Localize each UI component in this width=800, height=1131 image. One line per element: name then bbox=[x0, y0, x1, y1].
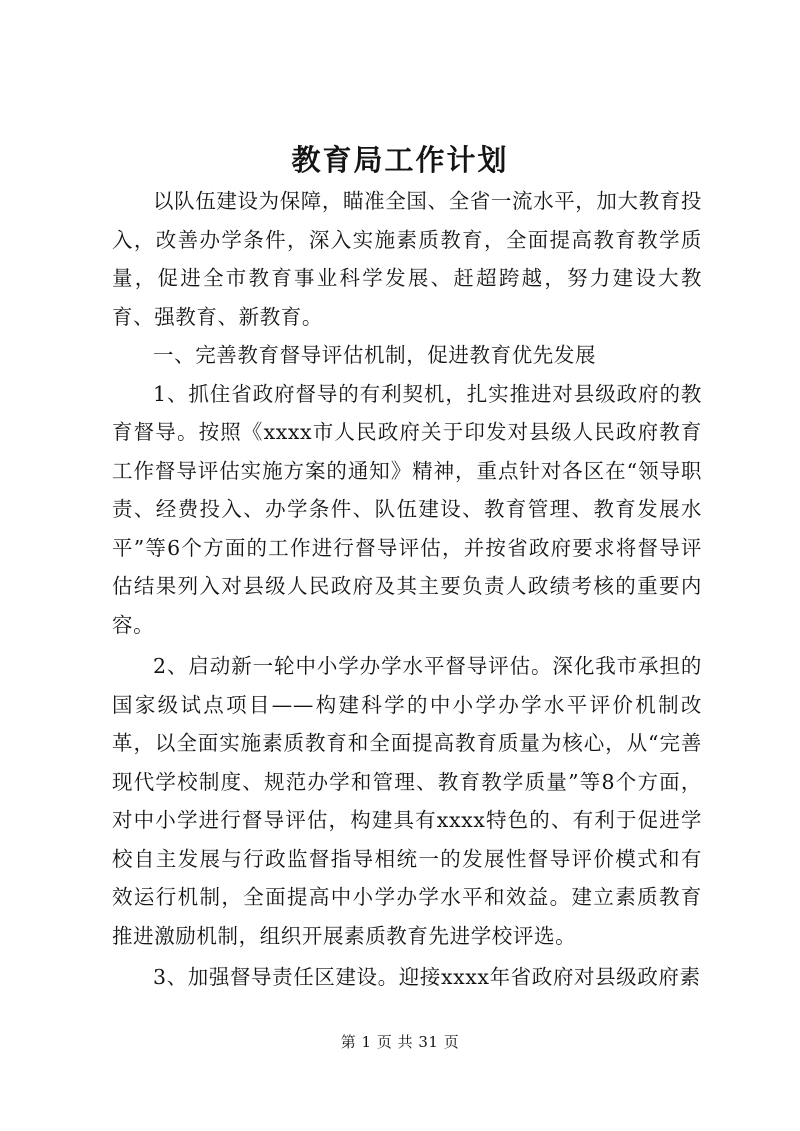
intro-paragraph: 以队伍建设为保障，瞄准全国、全省一流水平，加大教育投入，改善办学条件，深入实施素质教育，全面提高教育教学质量，促进全市教育事业科学发展、赶超跨越，努力建设大教育、强教育、新教育。 bbox=[112, 189, 702, 329]
page-number-footer: 第 1 页 共 31 页 bbox=[340, 1033, 460, 1051]
item-paragraph-2: 2、启动新一轮中小学办学水平督导评估。深化我市承担的国家级试点项目——构建科学的中小学办学水平评价机制改革，以全面实施素质教育和全面提高教育质量为核心，从“完善现代学校制度、规范办学和管理、教育教学质量”等8个方面，对中小学进行督导评估，构建具有xxxx特色的、有利于促进学校自主发展与行政监督指导相统一的发展性督导评价模式和有效运行机制，全面提高中小学办学水平和效益。建立素质教育推进激励机制，组织开展素质教育先进学校评选。 bbox=[112, 654, 702, 948]
section-heading-1: 一、完善教育督导评估机制，促进教育优先发展 bbox=[153, 343, 597, 367]
item-paragraph-3: 3、加强督导责任区建设。迎接xxxx年省政府对县级政府素 bbox=[153, 965, 701, 989]
document-body bbox=[112, 182, 702, 997]
item-paragraph-1: 1、抓住省政府督导的有利契机，扎实推进对县级政府的教育督导。按照《xxxx市人民政府关于印发对县级人民政府教育工作督导评估实施方案的通知》精神，重点针对各区在“领导职责、经费投入、办学条件、队伍建设、教育管理、教育发展水平”等6个方面的工作进行督导评估，并按省政府要求将督导评估结果列入对县级人民政府及其主要负责人政绩考核的重要内容。 bbox=[112, 381, 702, 637]
document-title: 教育局工作计划 bbox=[291, 143, 509, 177]
